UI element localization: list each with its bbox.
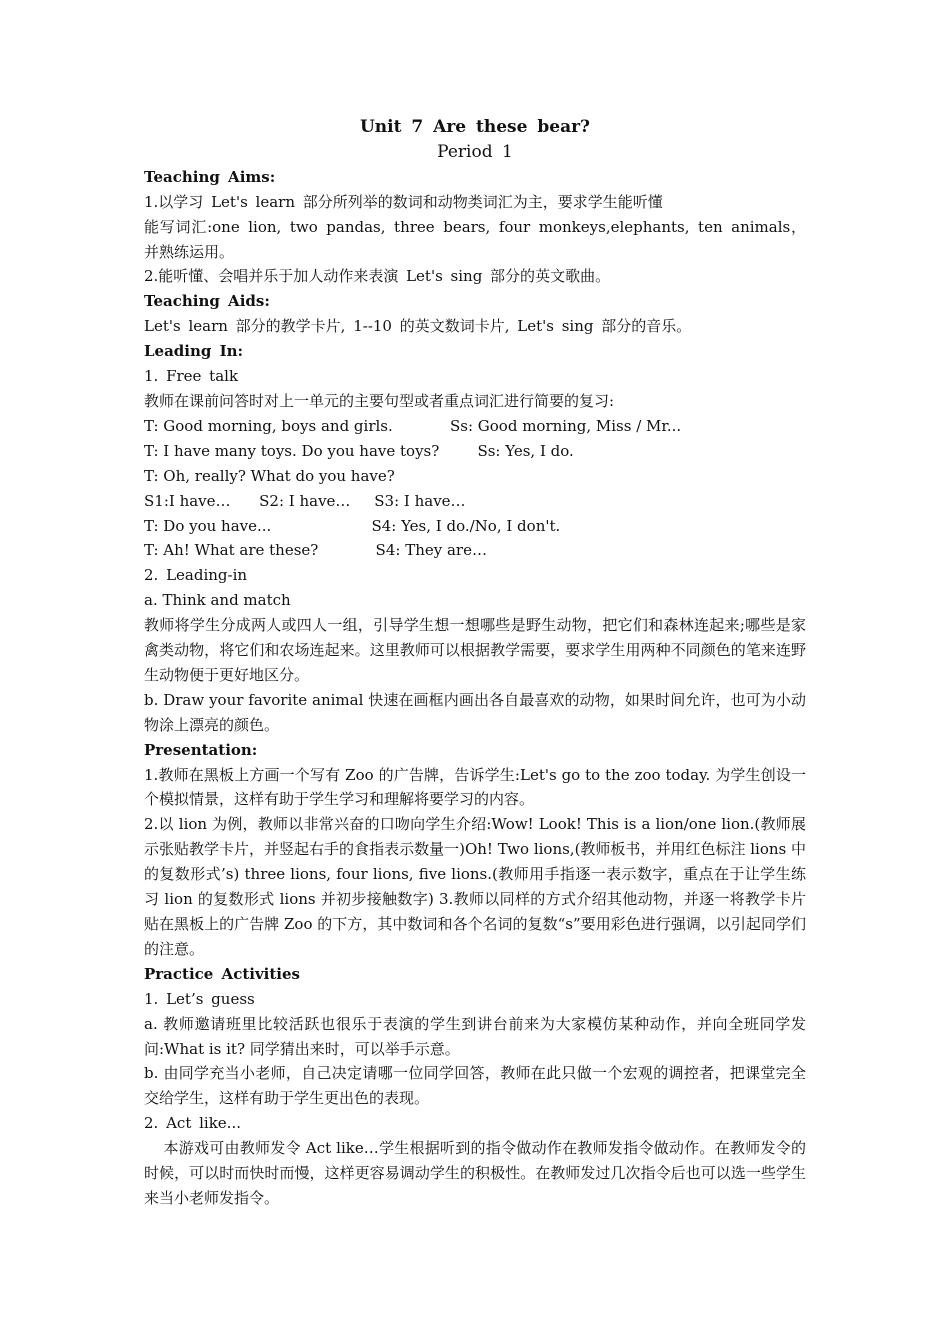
dialog-line: T: Good morning, boys and girls. Ss: Good morning, Miss / Mr... xyxy=(144,416,682,435)
act-like-subheading: 2. Act like... xyxy=(144,1114,241,1133)
document-page xyxy=(144,115,806,1211)
lets-guess-b-text: b. 由同学充当小老师，自己决定请哪一位同学回答，教师在此只做一个宏观的调控者，把课堂完全交给学生，这样有助于学生更出色的表现。 xyxy=(144,1064,806,1108)
leading-in-subheading: 2. Leading-in xyxy=(144,566,248,585)
presentation-paragraph-1: 1.教师在黑板上方画一个写有 Zoo 的广告牌，告诉学生:Let's go to the zoo today. 为学生创设一个模拟情景，这样有助于学生学习和理解将要学习的内容。 xyxy=(144,765,806,809)
dialog-line: T: Do you have... S4: Yes, I do./No, I don't. xyxy=(144,516,561,535)
free-talk-text: 教师在课前问答时对上一单元的主要句型或者重点词汇进行简要的复习: xyxy=(144,391,615,410)
leading-in-heading: Leading In: xyxy=(144,342,244,361)
presentation-heading: Presentation: xyxy=(144,740,258,759)
teaching-aims-item-2: 2.能听懂、会唱并乐于加人动作来表演 Let's sing 部分的英文歌曲。 xyxy=(144,267,611,286)
teaching-aims-heading: Teaching Aims: xyxy=(144,167,276,186)
think-and-match-text: 教师将学生分成两人或四人一组，引导学生想一想哪些是野生动物，把它们和森林连起来;哪些是家禽类动物，将它们和农场连起来。这里教师可以根据教学需要，要求学生用两种不同颜色的笔来连野生动物便于更好地区分。 xyxy=(144,616,806,684)
teaching-aims-item-1: 1.以学习 Let's learn 部分所列举的数词和动物类词汇为主，要求学生能听懂 xyxy=(144,192,663,211)
lets-guess-subheading: 1. Let’s guess xyxy=(144,989,255,1008)
practice-heading: Practice Activities xyxy=(144,964,300,983)
document-title: Unit 7 Are these bear? xyxy=(359,117,590,137)
act-like-text: 本游戏可由教师发令 Act like…学生根据听到的指令做动作在教师发指令做动作。在教师发令的时候，可以时而快时而慢，这样更容易调动学生的积极性。在教师发过几次指令后也可以选一些学生来当小老师发指令。 xyxy=(144,1139,806,1207)
dialog-line: T: Oh, really? What do you have? xyxy=(144,466,395,485)
presentation-paragraph-2: 2.以 lion 为例，教师以非常兴奋的口吻向学生介绍:Wow! Look! This is a lion/one lion.(教师展示张贴教学卡片，并竖起右手的食指表示数量一)Oh! Two lions,(教师板书，并用红色标注 lions 中的复数形式’s) three lions, four lions, five lions.(教师用手指逐一表示数字，重点在于让学生练习 lion 的复数形式 lions 并初步接触数字) 3.教师以同样的方式介绍其他动物，并逐一将教学卡片贴在黑板上的广告牌 Zoo 的下方，其中数词和各个名词的复数“s”要用彩色进行强调，以引起同学们的注意。 xyxy=(144,815,806,958)
dialog-line: T: Ah! What are these? S4: They are… xyxy=(144,541,487,560)
lets-guess-a-text: a. 教师邀请班里比较活跃也很乐于表演的学生到讲台前来为大家模仿某种动作，并向全班同学发问:What is it? 同学猜出来时，可以举手示意。 xyxy=(144,1014,806,1058)
teaching-aids-text: Let's learn 部分的教学卡片, 1--10 的英文数词卡片, Let's sing 部分的音乐。 xyxy=(144,317,692,336)
dialog-line: T: I have many toys. Do you have toys? Ss: Yes, I do. xyxy=(144,441,574,460)
document-subtitle: Period 1 xyxy=(437,141,513,162)
teaching-aims-item-1-cont: 能写词汇:one lion, two pandas, three bears, four monkeys,elephants, ten animals，并熟练运用。 xyxy=(144,217,806,261)
free-talk-subheading: 1. Free talk xyxy=(144,367,239,386)
think-and-match-title: a. Think and match xyxy=(144,591,291,610)
teaching-aids-heading: Teaching Aids: xyxy=(144,292,270,311)
draw-animal-text: b. Draw your favorite animal 快速在画框内画出各自最喜欢的动物，如果时间允许，也可为小动物涂上漂亮的颜色。 xyxy=(144,690,806,734)
dialog-line: S1:I have… S2: I have… S3: I have… xyxy=(144,491,466,510)
